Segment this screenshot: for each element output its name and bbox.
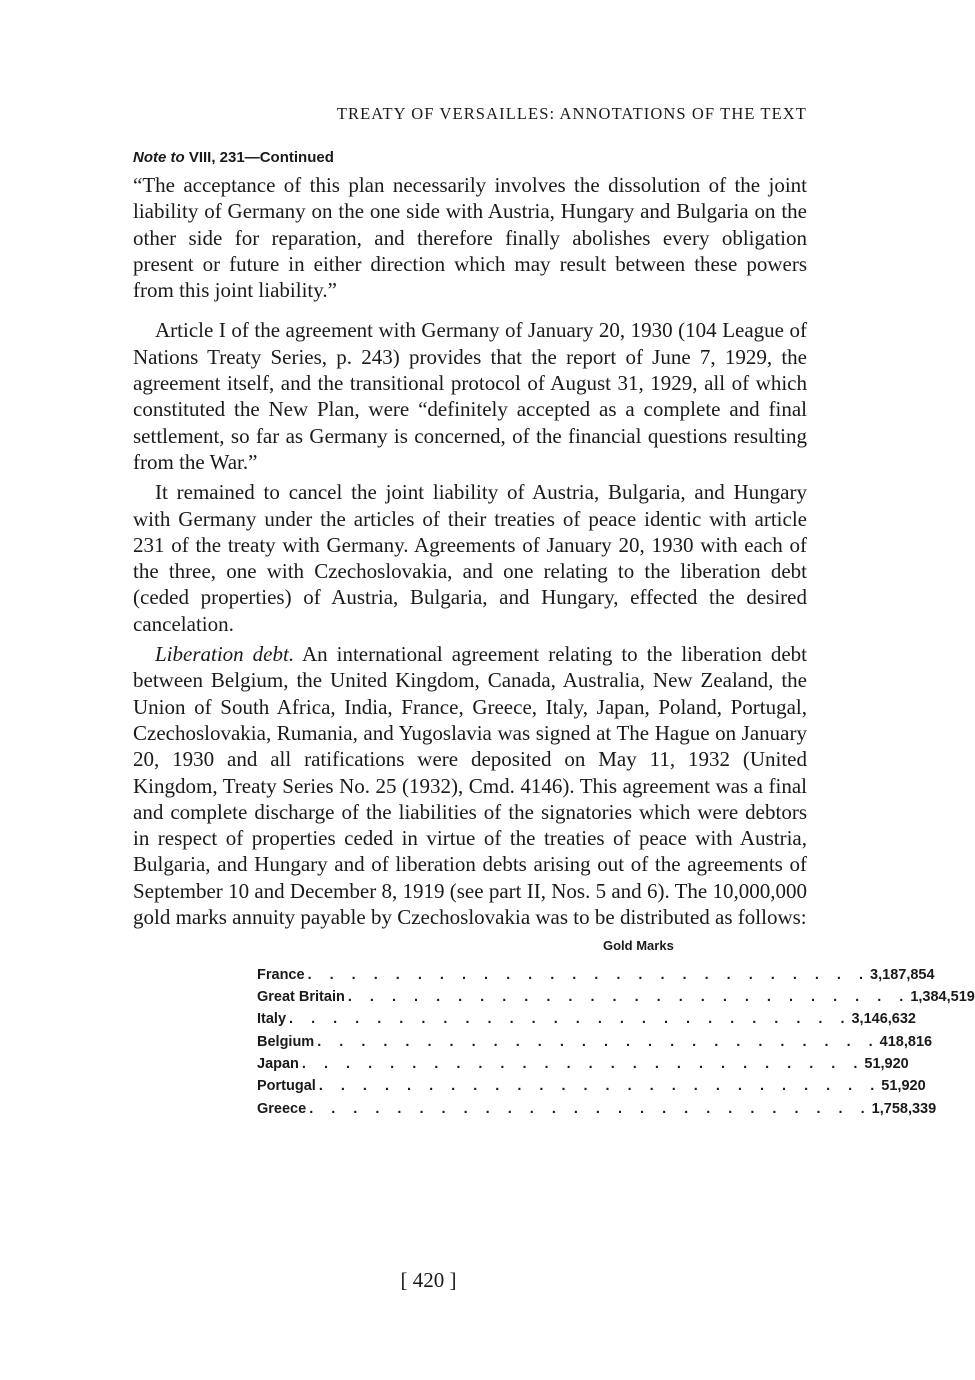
joint-liability-paragraph: It remained to cancel the joint liability of Austria, Bulgaria, and Hungary with Germany under the articles of their treaties of peace identic with article 231 of the treaty with Germany. Agreements of January 20, 1930 with each of the three, one with Czechoslovakia, and one relating to the liberation debt (ceded properties) of Austria, Bulgaria, and Hungary, effected the desired cancelation.	[133, 480, 807, 636]
page-content	[133, 104, 975, 1118]
row-amount: 3,146,632	[851, 1011, 916, 1028]
note-heading-rest: VIII, 231—Continued	[184, 149, 334, 166]
row-leader: . . . . . . . . . . . . . . . . . . . . . . . . . .	[289, 1011, 852, 1028]
row-leader: . . . . . . . . . . . . . . . . . . . . . . . . . .	[318, 1078, 882, 1095]
row-leader: . . . . . . . . . . . . . . . . . . . . . . . . . .	[317, 1033, 880, 1050]
table-row	[257, 1098, 937, 1120]
row-amount: 1,384,519	[910, 988, 975, 1005]
liberation-debt-lead: Liberation debt.	[155, 642, 295, 667]
table-row	[257, 1053, 909, 1075]
liberation-debt-text: An international agreement relating to the liberation debt between Belgium, the United Kingdom, Canada, Australia, New Zealand, the Union of South Africa, India, France, Greece, Italy, Japan, Poland, Portugal, Czechoslovakia, Rumania, and Yugoslavia was signed at The Hague on January 20, 1930 and all ratifications were deposited on May 11, 1932 (United Kingdom, Treaty Series No. 25 (1932), Cmd. 4146). This agreement was a final and complete discharge of the liabilities of the signatories which were debtors in respect of properties ceded in virtue of the treaties of peace with Austria, Bulgaria, and Hungary and of liberation debts arising out of the agreements of September 10 and December 8, 1919 (see part II, Nos. 5 and 6). The 10,000,000 gold marks annuity payable by Czechoslovakia was to be distributed as follows:	[133, 642, 807, 930]
row-country: France	[257, 966, 305, 983]
row-country: Belgium	[257, 1033, 315, 1050]
table-row	[257, 986, 975, 1008]
table-row	[257, 963, 935, 985]
row-country: Italy	[257, 1011, 287, 1028]
row-amount: 1,758,339	[871, 1100, 937, 1117]
row-country: Portugal	[257, 1078, 316, 1095]
table-column-header: Gold Marks	[603, 938, 674, 954]
table-row	[257, 1075, 926, 1097]
table-rows	[257, 963, 975, 1120]
page-number: [ 420 ]	[400, 1268, 457, 1292]
note-heading-italic: Note to	[133, 149, 185, 166]
row-leader: . . . . . . . . . . . . . . . . . . . . . . . . . .	[307, 966, 871, 983]
row-amount: 3,187,854	[870, 966, 935, 983]
row-country: Great Britain	[257, 988, 345, 1005]
note-heading	[133, 148, 807, 168]
row-amount: 51,920	[864, 1056, 909, 1073]
liberation-debt-paragraph	[133, 641, 807, 930]
row-amount: 418,816	[879, 1033, 933, 1050]
table-row	[257, 1030, 933, 1052]
row-leader: . . . . . . . . . . . . . . . . . . . . . . . . . .	[301, 1056, 865, 1073]
row-country: Greece	[257, 1100, 307, 1117]
table-row	[257, 1008, 916, 1030]
row-leader: . . . . . . . . . . . . . . . . . . . . . . . . . .	[347, 988, 911, 1005]
row-country: Japan	[257, 1056, 299, 1073]
row-leader: . . . . . . . . . . . . . . . . . . . . . . . . . .	[309, 1100, 872, 1117]
gold-marks-table	[133, 938, 975, 1118]
article-i-paragraph: Article I of the agreement with Germany of January 20, 1930 (104 League of Nations Treaty Series, p. 243) provides that the report of June 7, 1929, the agreement itself, and the transitional protocol of August 31, 1929, all of which constituted the New Plan, were “definitely accepted as a complete and final settlement, so far as Germany is concerned, of the financial questions resulting from the War.”	[133, 318, 807, 474]
quote-paragraph: “The acceptance of this plan necessarily involves the dissolution of the joint liability of Germany on the one side with Austria, Hungary and Bulgaria on the other side for reparation, and therefore finally abolishes every obligation present or future in either direction which may result between these powers from this joint liability.”	[133, 173, 807, 303]
row-amount: 51,920	[881, 1078, 926, 1095]
running-head: TREATY OF VERSAILLES: ANNOTATIONS OF THE TEXT	[336, 104, 807, 123]
